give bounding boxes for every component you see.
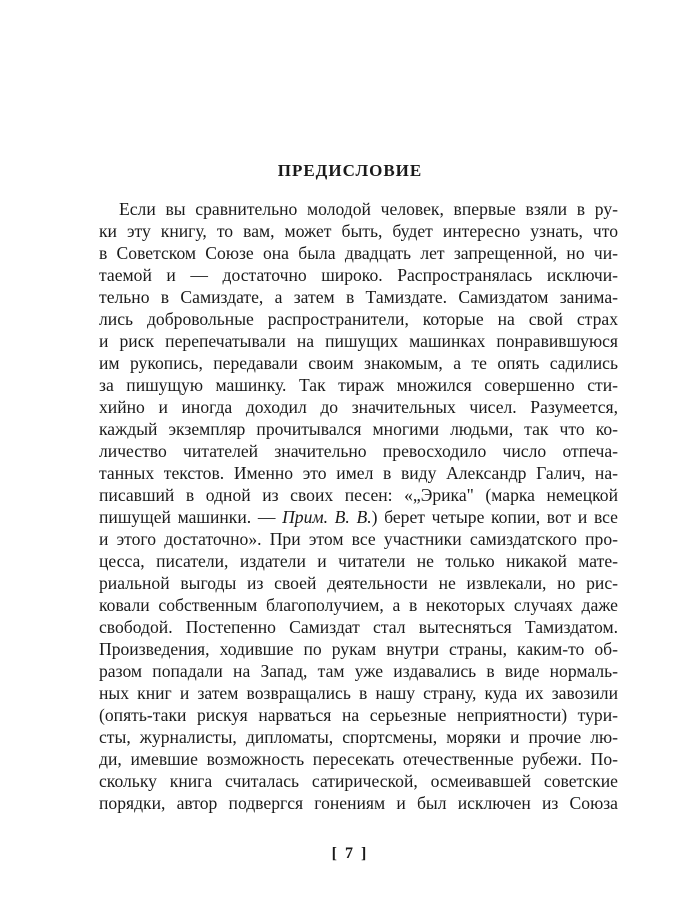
- text-line: и этого достаточно». При этом все участники самиздатского про-: [99, 529, 618, 549]
- text-line: Произведения, ходившие по рукам внутри страны, каким-то об-: [99, 639, 618, 659]
- text-line: каждый экземпляр прочитывался многими людьми, так что ко-: [99, 419, 618, 439]
- text-line: (опять-таки рискуя нарваться на серьезные неприятности) тури-: [99, 705, 618, 725]
- text-line: свободой. Постепенно Самиздат стал вытесняться Тамиздатом.: [99, 617, 618, 637]
- text-line: ди, имевшие возможность пересекать отечественные рубежи. По-: [99, 749, 618, 769]
- text-line: таемой и — достаточно широко. Распространялась исключи-: [99, 265, 618, 285]
- text-line: за пишущую машинку. Так тираж множился совершенно сти-: [99, 375, 618, 395]
- text-line: ки эту книгу, то вам, может быть, будет интересно узнать, что: [99, 221, 618, 241]
- text-line-with-note: [99, 506, 618, 528]
- text-line: Если вы сравнительно молодой человек, впервые взяли в ру-: [119, 199, 618, 219]
- text-line: хийно и иногда доходил до значительных чисел. Разумеется,: [99, 397, 618, 417]
- text-line: лись добровольные распространители, которые на свой страх: [99, 309, 618, 329]
- line-text-before-note: пишущей машинки. —: [99, 507, 283, 527]
- text-line: писавший в одной из своих песен: «„Эрика" (марка немецкой: [99, 485, 618, 505]
- text-line: в Советском Союзе она была двадцать лет запрещенной, но чи-: [99, 243, 618, 263]
- text-line: порядки, автор подвергся гонениям и был исключен из Союза: [99, 793, 618, 813]
- chapter-heading: ПРЕДИСЛОВИЕ: [277, 161, 423, 180]
- text-line: личество читателей значительно превосходило число отпеча-: [99, 441, 618, 461]
- page-number: [ 7 ]: [331, 845, 369, 862]
- text-line: скольку книга считалась сатирической, осмеивавшей советские: [99, 771, 618, 791]
- text-line: и риск перепечатывали на пишущих машинках понравившуюся: [99, 331, 618, 351]
- text-line: разом попадали на Запад, там уже издавались в виде нормаль-: [99, 661, 618, 681]
- text-line: им рукопись, передавали своим знакомым, а те опять садились: [99, 353, 618, 373]
- line-text-after-note: ) берет четыре копии, вот и все: [371, 507, 618, 527]
- text-line: тельно в Самиздате, а затем в Тамиздате. Самиздатом занима-: [99, 287, 618, 307]
- text-line: ных книг и затем возвращались в нашу страну, куда их завозили: [99, 683, 618, 703]
- text-line: риальной выгоды из своей деятельности не извлекали, но рис-: [99, 573, 618, 593]
- text-line: сты, журналисты, дипломаты, спортсмены, моряки и прочие лю-: [99, 727, 618, 747]
- text-line: танных текстов. Именно это имел в виду Александр Галич, на-: [99, 463, 618, 483]
- text-line: ковали собственным благополучием, а в некоторых случаях даже: [99, 595, 618, 615]
- text-line: цесса, писатели, издатели и читатели не только никакой мате-: [99, 551, 618, 571]
- editor-note: Прим. В. В.: [282, 507, 372, 527]
